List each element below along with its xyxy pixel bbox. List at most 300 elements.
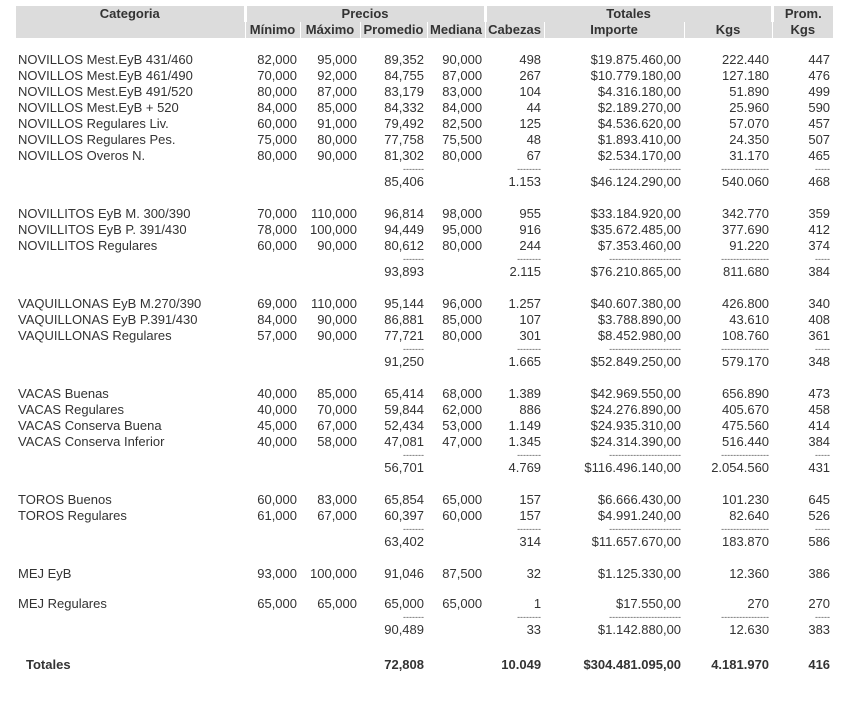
cabezas-cell: 1 [533, 596, 542, 611]
subtotal-blank [300, 354, 360, 370]
table-row [16, 84, 833, 100]
promedio-cell: 95,144 [384, 296, 424, 311]
cabezas-cell: 107 [519, 312, 542, 327]
separator-kgs: ---------------- [721, 450, 770, 460]
mediana-cell: 95,000 [442, 222, 483, 237]
kgs-cell: 475.560 [722, 418, 770, 433]
separator-cabezas: -------- [517, 254, 542, 264]
importe-cell: $40.607.380,00 [590, 296, 682, 311]
subtotal-blank [300, 264, 360, 280]
separator-cabezas: -------- [517, 450, 542, 460]
importe-cell: $4.316.180,00 [597, 84, 682, 99]
category-cell: VAQUILLONAS EyB M.270/390 [18, 296, 202, 311]
table-row [16, 312, 833, 328]
totales-prom-kgs: 416 [808, 657, 831, 672]
mediana-cell: 87,000 [442, 68, 483, 83]
subtotal-blank [427, 622, 485, 638]
spacer-cell [16, 370, 833, 386]
prom-kgs-cell: 507 [808, 132, 831, 147]
prom-kgs-cell: 476 [808, 68, 831, 83]
header-cabezas: Cabezas [485, 22, 544, 38]
subtotal-blank [16, 264, 245, 280]
table-row [16, 402, 833, 418]
subtotal-promedio: 56,701 [384, 460, 424, 475]
importe-cell: $24.935.310,00 [590, 418, 682, 433]
importe-cell: $8.452.980,00 [597, 328, 682, 343]
subtotal-promedio: 63,402 [384, 534, 424, 549]
separator-row [16, 344, 833, 354]
totales-label: Totales [26, 657, 71, 672]
table-row [16, 116, 833, 132]
importe-cell: $24.314.390,00 [590, 434, 682, 449]
separator-blank [245, 450, 300, 460]
category-cell: MEJ Regulares [18, 596, 107, 611]
header-promedio: Promedio [360, 22, 427, 38]
promedio-cell: 89,352 [384, 52, 424, 67]
subtotal-promedio: 90,489 [384, 622, 424, 637]
promedio-cell: 65,414 [384, 386, 424, 401]
separator-row [16, 524, 833, 534]
totales-blank [245, 654, 300, 676]
subtotal-blank [245, 534, 300, 550]
subtotal-blank [16, 174, 245, 190]
prom-kgs-cell: 473 [808, 386, 831, 401]
cabezas-cell: 125 [519, 116, 542, 131]
table-row [16, 296, 833, 312]
totales-promedio: 72,808 [384, 657, 424, 672]
separator-prom-kgs: ----- [815, 450, 831, 460]
spacer-row [16, 550, 833, 566]
importe-cell: $2.534.170,00 [597, 148, 682, 163]
kgs-cell: 91.220 [729, 238, 770, 253]
separator-promedio: ------- [403, 612, 424, 622]
mediana-cell: 62,000 [442, 402, 483, 417]
subtotal-blank [245, 354, 300, 370]
minimo-cell: 45,000 [257, 418, 297, 433]
hacienda-prices-table [16, 6, 833, 676]
category-cell: NOVILLOS Mest.EyB 491/520 [18, 84, 193, 99]
importe-cell: $2.189.270,00 [597, 100, 682, 115]
maximo-cell: 95,000 [317, 52, 357, 67]
importe-cell: $1.125.330,00 [597, 566, 682, 581]
subtotal-blank [245, 460, 300, 476]
maximo-cell: 80,000 [317, 132, 357, 147]
cabezas-cell: 244 [519, 238, 542, 253]
subtotal-cabezas: 4.769 [508, 460, 542, 475]
kgs-cell: 426.800 [722, 296, 770, 311]
kgs-cell: 43.610 [729, 312, 770, 327]
table-row [16, 328, 833, 344]
category-cell: VACAS Regulares [18, 402, 124, 417]
separator-blank [16, 524, 245, 534]
mediana-cell: 60,000 [442, 508, 483, 523]
header-totales: Totales [485, 6, 772, 22]
category-cell: VAQUILLONAS EyB P.391/430 [18, 312, 198, 327]
minimo-cell: 93,000 [257, 566, 297, 581]
subtotal-importe: $1.142.880,00 [597, 622, 682, 637]
kgs-cell: 82.640 [729, 508, 770, 523]
prom-kgs-cell: 645 [808, 492, 831, 507]
separator-prom-kgs: ----- [815, 612, 831, 622]
prom-kgs-cell: 340 [808, 296, 831, 311]
minimo-cell: 65,000 [257, 596, 297, 611]
subtotal-kgs: 579.170 [722, 354, 770, 369]
header-row-groups [16, 6, 833, 22]
subtotal-row [16, 354, 833, 370]
separator-blank [300, 612, 360, 622]
mediana-cell: 96,000 [442, 296, 483, 311]
subtotal-kgs: 811.680 [723, 264, 770, 279]
subtotal-blank [427, 264, 485, 280]
prom-kgs-cell: 386 [808, 566, 831, 581]
subtotal-importe: $116.496.140,00 [584, 460, 682, 475]
category-cell: NOVILLOS Regulares Pes. [18, 132, 176, 147]
kgs-cell: 57.070 [729, 116, 770, 131]
subtotal-prom-kgs: 384 [808, 264, 831, 279]
kgs-cell: 51.890 [729, 84, 770, 99]
promedio-cell: 84,755 [384, 68, 424, 83]
separator-prom-kgs: ----- [815, 164, 831, 174]
table-row [16, 100, 833, 116]
subtotal-blank [427, 174, 485, 190]
subtotal-blank [427, 534, 485, 550]
mediana-cell: 75,500 [442, 132, 483, 147]
subtotal-blank [300, 460, 360, 476]
minimo-cell: 70,000 [257, 206, 297, 221]
spacer-cell [16, 280, 833, 296]
promedio-cell: 59,844 [384, 402, 424, 417]
separator-blank [245, 164, 300, 174]
spacer-cell [16, 38, 833, 52]
cabezas-cell: 1.257 [508, 296, 542, 311]
category-cell: NOVILLITOS EyB M. 300/390 [18, 206, 191, 221]
category-cell: VACAS Buenas [18, 386, 109, 401]
header-prom: Prom. [772, 6, 833, 22]
separator-prom-kgs: ----- [815, 524, 831, 534]
separator-blank [245, 344, 300, 354]
separator-importe: ------------------------ [609, 344, 682, 354]
mediana-cell: 80,000 [442, 148, 483, 163]
mediana-cell: 90,000 [442, 52, 483, 67]
separator-blank [16, 164, 245, 174]
subtotal-cabezas: 314 [519, 534, 542, 549]
header-importe: Importe [544, 22, 684, 38]
minimo-cell: 84,000 [257, 100, 297, 115]
separator-row [16, 164, 833, 174]
totales-blank [427, 654, 485, 676]
cabezas-cell: 157 [519, 492, 542, 507]
subtotal-blank [16, 534, 245, 550]
separator-blank [427, 524, 485, 534]
separator-cabezas: -------- [517, 524, 542, 534]
cabezas-cell: 32 [526, 566, 542, 581]
subtotal-prom-kgs: 586 [808, 534, 831, 549]
spacer-row [16, 476, 833, 492]
prom-kgs-cell: 526 [808, 508, 831, 523]
table-row [16, 566, 833, 582]
maximo-cell: 92,000 [317, 68, 357, 83]
spacer-row [16, 280, 833, 296]
separator-kgs: ---------------- [721, 254, 770, 264]
kgs-cell: 12.360 [729, 566, 770, 581]
minimo-cell: 60,000 [257, 492, 297, 507]
separator-blank [245, 524, 300, 534]
mediana-cell: 80,000 [442, 238, 483, 253]
maximo-cell: 83,000 [317, 492, 357, 507]
mediana-cell: 65,000 [442, 596, 483, 611]
separator-blank [16, 254, 245, 264]
table-row [16, 68, 833, 84]
maximo-cell: 65,000 [317, 596, 357, 611]
subtotal-prom-kgs: 348 [808, 354, 831, 369]
minimo-cell: 84,000 [257, 312, 297, 327]
category-cell: VAQUILLONAS Regulares [18, 328, 172, 343]
subtotal-cabezas: 1.153 [508, 174, 542, 189]
separator-blank [16, 344, 245, 354]
separator-promedio: ------- [403, 164, 424, 174]
maximo-cell: 100,000 [310, 222, 357, 237]
table-row [16, 148, 833, 164]
mediana-cell: 47,000 [442, 434, 483, 449]
separator-blank [245, 254, 300, 264]
minimo-cell: 60,000 [257, 116, 297, 131]
cabezas-cell: 955 [519, 206, 542, 221]
table-row [16, 238, 833, 254]
cabezas-cell: 1.345 [508, 434, 542, 449]
separator-importe: ------------------------ [609, 612, 682, 622]
separator-importe: ------------------------ [609, 524, 682, 534]
kgs-cell: 377.690 [722, 222, 770, 237]
separator-promedio: ------- [403, 254, 424, 264]
maximo-cell: 85,000 [317, 386, 357, 401]
spacer-cell [16, 550, 833, 566]
subtotal-cabezas: 33 [526, 622, 542, 637]
promedio-cell: 52,434 [384, 418, 424, 433]
cabezas-cell: 267 [519, 68, 542, 83]
kgs-cell: 24.350 [729, 132, 770, 147]
kgs-cell: 342.770 [722, 206, 770, 221]
table-row [16, 132, 833, 148]
promedio-cell: 77,758 [384, 132, 424, 147]
promedio-cell: 77,721 [384, 328, 424, 343]
totales-blank [300, 654, 360, 676]
prom-kgs-cell: 499 [808, 84, 831, 99]
prom-kgs-cell: 374 [808, 238, 831, 253]
importe-cell: $33.184.920,00 [590, 206, 682, 221]
separator-cabezas: -------- [517, 612, 542, 622]
maximo-cell: 58,000 [317, 434, 357, 449]
category-cell: NOVILLOS Mest.EyB 431/460 [18, 52, 193, 67]
totales-cabezas: 10.049 [501, 657, 542, 672]
promedio-cell: 65,000 [384, 596, 424, 611]
category-cell: NOVILLOS Overos N. [18, 148, 146, 163]
kgs-cell: 25.960 [729, 100, 770, 115]
separator-importe: ------------------------ [609, 164, 682, 174]
subtotal-importe: $46.124.290,00 [590, 174, 682, 189]
kgs-cell: 127.180 [722, 68, 770, 83]
kgs-cell: 656.890 [722, 386, 770, 401]
maximo-cell: 87,000 [317, 84, 357, 99]
subtotal-row [16, 534, 833, 550]
table-row [16, 386, 833, 402]
kgs-cell: 516.440 [722, 434, 770, 449]
prom-kgs-cell: 447 [808, 52, 831, 67]
promedio-cell: 86,881 [384, 312, 424, 327]
separator-blank [16, 612, 245, 622]
prom-kgs-cell: 270 [808, 596, 831, 611]
prom-kgs-cell: 458 [808, 402, 831, 417]
spacer-row [16, 190, 833, 206]
subtotal-blank [245, 622, 300, 638]
promedio-cell: 94,449 [384, 222, 424, 237]
prom-kgs-cell: 359 [808, 206, 831, 221]
header-kgs: Kgs [684, 22, 772, 38]
subtotal-cabezas: 2.115 [509, 264, 542, 279]
importe-cell: $4.536.620,00 [597, 116, 682, 131]
totales-kgs: 4.181.970 [711, 657, 770, 672]
table-body [16, 38, 833, 676]
subtotal-prom-kgs: 383 [808, 622, 831, 637]
table-row [16, 222, 833, 238]
subtotal-blank [245, 264, 300, 280]
minimo-cell: 80,000 [257, 84, 297, 99]
promedio-cell: 65,854 [384, 492, 424, 507]
category-cell: TOROS Buenos [18, 492, 112, 507]
header-mediana: Mediana [427, 22, 485, 38]
separator-blank [300, 450, 360, 460]
subtotal-promedio: 91,250 [384, 354, 424, 369]
totales-row [16, 654, 833, 676]
prom-kgs-cell: 465 [808, 148, 831, 163]
minimo-cell: 40,000 [257, 434, 297, 449]
subtotal-row [16, 622, 833, 638]
cabezas-cell: 301 [519, 328, 542, 343]
table-row [16, 492, 833, 508]
subtotal-prom-kgs: 468 [808, 174, 831, 189]
header-categoria: Categoria [16, 6, 245, 22]
minimo-cell: 78,000 [257, 222, 297, 237]
cabezas-cell: 104 [519, 84, 542, 99]
maximo-cell: 110,000 [310, 206, 357, 221]
prom-kgs-cell: 412 [808, 222, 831, 237]
mediana-cell: 82,500 [442, 116, 483, 131]
minimo-cell: 40,000 [257, 386, 297, 401]
category-cell: VACAS Conserva Inferior [18, 434, 165, 449]
spacer-cell [16, 476, 833, 492]
prom-kgs-cell: 590 [808, 100, 831, 115]
separator-blank [300, 164, 360, 174]
promedio-cell: 84,332 [384, 100, 424, 115]
category-cell: NOVILLOS Mest.EyB + 520 [18, 100, 179, 115]
minimo-cell: 80,000 [257, 148, 297, 163]
header-maximo: Máximo [300, 22, 360, 38]
separator-kgs: ---------------- [721, 344, 770, 354]
minimo-cell: 57,000 [257, 328, 297, 343]
separator-blank [300, 254, 360, 264]
separator-row [16, 612, 833, 622]
subtotal-importe: $11.657.670,00 [591, 534, 682, 549]
separator-cabezas: -------- [517, 164, 542, 174]
subtotal-kgs: 12.630 [729, 622, 770, 637]
mediana-cell: 65,000 [442, 492, 483, 507]
separator-promedio: ------- [403, 344, 424, 354]
category-cell: MEJ EyB [18, 566, 72, 581]
separator-blank [16, 450, 245, 460]
maximo-cell: 110,000 [310, 296, 357, 311]
importe-cell: $17.550,00 [615, 596, 682, 611]
category-cell: NOVILLITOS EyB P. 391/430 [18, 222, 187, 237]
subtotal-importe: $52.849.250,00 [590, 354, 682, 369]
prom-kgs-cell: 408 [808, 312, 831, 327]
prom-kgs-cell: 384 [808, 434, 831, 449]
maximo-cell: 90,000 [317, 312, 357, 327]
table-row [16, 206, 833, 222]
subtotal-row [16, 174, 833, 190]
spacer-row [16, 582, 833, 596]
minimo-cell: 75,000 [257, 132, 297, 147]
subtotal-blank [300, 622, 360, 638]
promedio-cell: 96,814 [384, 206, 424, 221]
importe-cell: $4.991.240,00 [597, 508, 682, 523]
importe-cell: $24.276.890,00 [590, 402, 682, 417]
subtotal-cabezas: 1.665 [508, 354, 542, 369]
table-row [16, 596, 833, 612]
separator-blank [245, 612, 300, 622]
separator-promedio: ------- [403, 450, 424, 460]
subtotal-blank [16, 460, 245, 476]
separator-prom-kgs: ----- [815, 344, 831, 354]
subtotal-blank [16, 354, 245, 370]
maximo-cell: 67,000 [317, 508, 357, 523]
header-precios: Precios [245, 6, 485, 22]
subtotal-kgs: 540.060 [722, 174, 770, 189]
subtotal-blank [427, 354, 485, 370]
mediana-cell: 53,000 [442, 418, 483, 433]
importe-cell: $1.893.410,00 [597, 132, 682, 147]
maximo-cell: 100,000 [310, 566, 357, 581]
separator-row [16, 254, 833, 264]
promedio-cell: 83,179 [384, 84, 424, 99]
separator-blank [427, 450, 485, 460]
subtotal-row [16, 460, 833, 476]
cabezas-cell: 67 [526, 148, 542, 163]
separator-blank [300, 344, 360, 354]
subtotal-blank [300, 534, 360, 550]
minimo-cell: 70,000 [257, 68, 297, 83]
subtotal-kgs: 183.870 [722, 534, 770, 549]
promedio-cell: 47,081 [384, 434, 424, 449]
subtotal-blank [245, 174, 300, 190]
separator-kgs: ---------------- [721, 524, 770, 534]
separator-prom-kgs: ----- [815, 254, 831, 264]
kgs-cell: 108.760 [722, 328, 770, 343]
spacer-cell [16, 638, 833, 654]
subtotal-kgs: 2.054.560 [711, 460, 770, 475]
separator-blank [427, 612, 485, 622]
cabezas-cell: 886 [519, 402, 542, 417]
mediana-cell: 98,000 [442, 206, 483, 221]
subtotal-promedio: 93,893 [384, 264, 424, 279]
totales-importe: $304.481.095,00 [583, 657, 682, 672]
mediana-cell: 84,000 [442, 100, 483, 115]
prom-kgs-cell: 414 [808, 418, 831, 433]
cabezas-cell: 916 [519, 222, 542, 237]
mediana-cell: 83,000 [442, 84, 483, 99]
cabezas-cell: 44 [526, 100, 542, 115]
category-cell: NOVILLITOS Regulares [18, 238, 158, 253]
table-row [16, 52, 833, 68]
table-row [16, 434, 833, 450]
